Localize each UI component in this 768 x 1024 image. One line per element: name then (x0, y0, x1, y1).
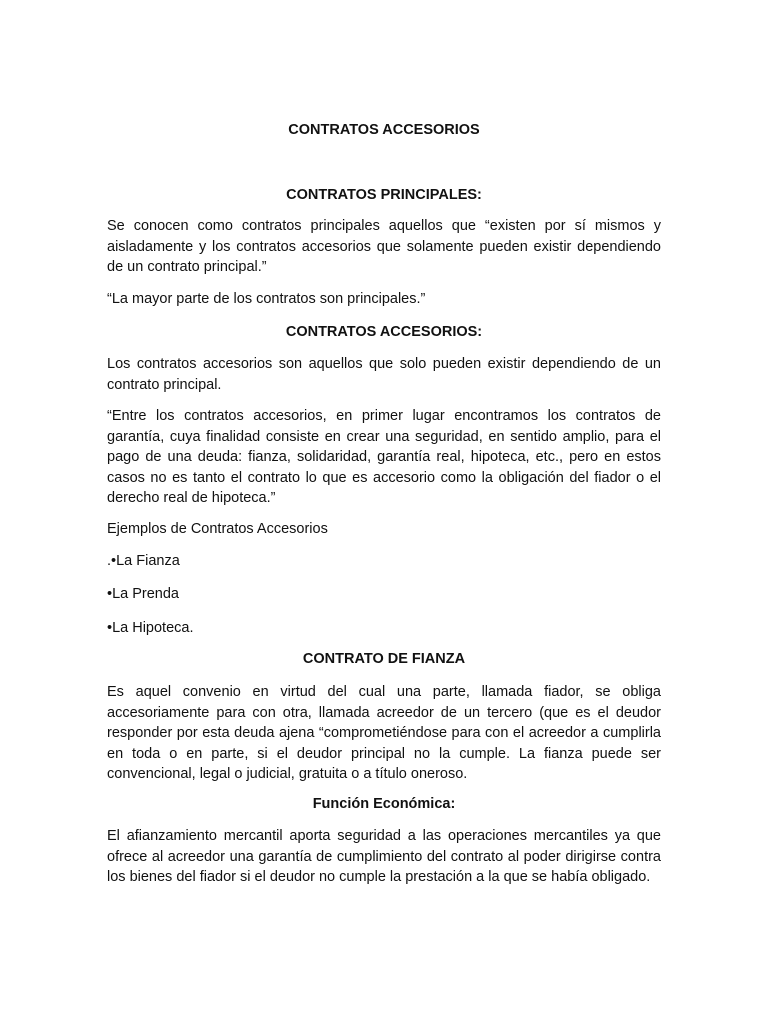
heading-contrato-de-fianza: CONTRATO DE FIANZA (302, 651, 466, 667)
heading-contratos-principales: CONTRATOS PRINCIPALES: (286, 187, 482, 203)
heading-contratos-accesorios: CONTRATOS ACCESORIOS: (285, 324, 483, 340)
paragraph-ejemplos-heading: Ejemplos de Contratos Accesorios (107, 521, 328, 537)
list-item-prenda: •La Prenda (107, 586, 179, 602)
paragraph-accesorios-quote: “Entre los contratos accesorios, en primer lugar encontramos los contratos de garantía, cuya finalidad consiste en crear una seguridad, en sentido amplio, para el pago de una deuda: fianza, solidaridad, garantía real, hipoteca, etc., pero en estos casos no es tanto el contrato lo que es accesorio como la obligación del fiador o el derecho real de hipoteca.” (107, 408, 661, 506)
heading-funcion-economica: Función Económica: (312, 796, 456, 812)
list-item-hipoteca: •La Hipoteca. (107, 620, 194, 636)
paragraph-principales-quote: “La mayor parte de los contratos son principales.” (107, 291, 426, 307)
paragraph-principales-definition: Se conocen como contratos principales aquellos que “existen por sí mismos y aisladamente y los contratos accesorios que solamente pueden existir dependiendo de un contrato principal.” (107, 218, 661, 275)
document-title: CONTRATOS ACCESORIOS (288, 122, 480, 138)
paragraph-fianza: Es aquel convenio en virtud del cual una parte, llamada fiador, se obliga accesoriamente para con otra, llamada acreedor de un tercero (que es el deudor responder por esta deuda ajena “comprometiéndose para con el acreedor a cumplirla en toda o en parte, si el deudor principal no la cumple. La fianza puede ser convencional, legal o judicial, gratuita o a título oneroso. (107, 684, 661, 782)
paragraph-funcion-economica: El afianzamiento mercantil aporta seguridad a las operaciones mercantiles ya que ofrece al acreedor una garantía de cumplimiento del contrato al poder dirigirse contra los bienes del fiador si el deudor no cumple la prestación a la que se había obligado. (107, 828, 661, 885)
paragraph-accesorios-definition: Los contratos accesorios son aquellos que solo pueden existir dependiendo de un contrato principal. (107, 356, 661, 393)
list-item-fianza: .•La Fianza (107, 553, 180, 569)
